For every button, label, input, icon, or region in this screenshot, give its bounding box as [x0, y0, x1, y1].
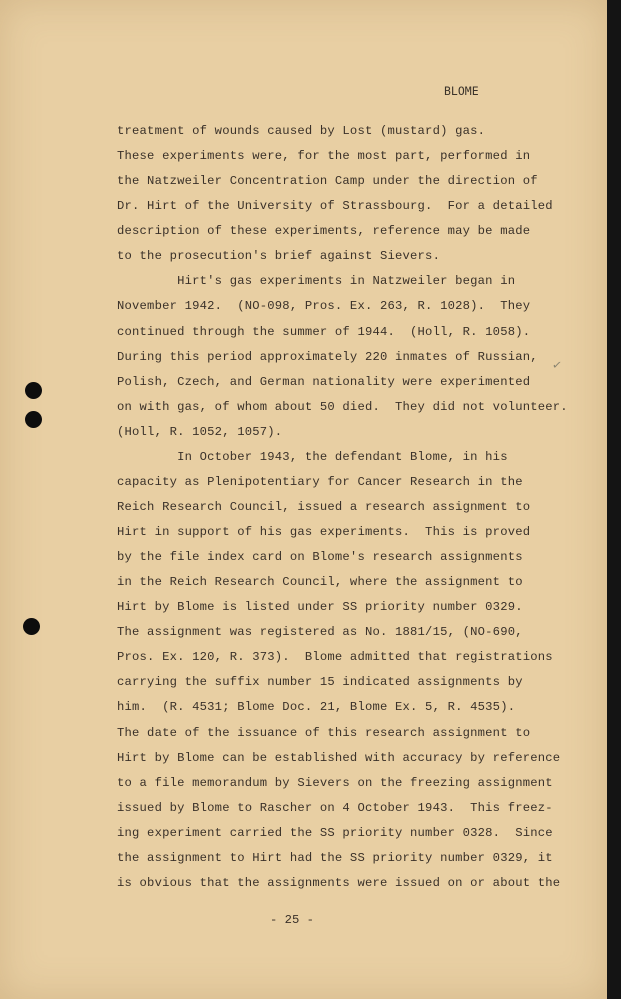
punch-hole: [25, 382, 42, 399]
text-line: These experiments were, for the most part, performed in: [117, 149, 531, 164]
text-line: is obvious that the assignments were issued on or about the: [117, 875, 561, 890]
text-line: treatment of wounds caused by Lost (mustard) gas.: [117, 124, 486, 138]
text-line: ing experiment carried the SS priority number 0328. Since: [117, 825, 553, 840]
text-line: Hirt's gas experiments in Natzweiler began in: [117, 274, 516, 289]
text-line: Hirt by Blome can be established with accuracy by reference: [117, 750, 561, 765]
body-text: [117, 119, 597, 896]
text-line: the assignment to Hirt had the SS priority number 0329, it: [117, 850, 553, 865]
text-line: Pros. Ex. 120, R. 373). Blome admitted that registrations: [117, 650, 553, 665]
text-line: November 1942. (NO-098, Pros. Ex. 263, R. 1028). They: [117, 299, 531, 314]
scan-border: [607, 0, 621, 999]
punch-hole: [25, 411, 42, 428]
text-line: (Holl, R. 1052, 1057).: [117, 424, 283, 439]
punch-hole: [23, 618, 40, 635]
text-line: to a file memorandum by Sievers on the freezing assignment: [117, 775, 553, 790]
margin-check-mark: ✓: [551, 357, 563, 373]
text-line: to the prosecution's brief against Sievers.: [117, 249, 441, 264]
text-line: Reich Research Council, issued a research assignment to: [117, 499, 531, 514]
text-line: description of these experiments, reference may be made: [117, 224, 531, 239]
text-line: During this period approximately 220 inmates of Russian,: [117, 349, 538, 364]
text-line: The assignment was registered as No. 1881/15, (NO-690,: [117, 625, 523, 640]
text-line: issued by Blome to Rascher on 4 October 1943. This freez-: [117, 800, 553, 815]
page-number: - 25 -: [270, 913, 314, 927]
text-line: Polish, Czech, and German nationality were experimented: [117, 374, 531, 389]
text-line: by the file index card on Blome's research assignments: [117, 550, 523, 565]
text-line: carrying the suffix number 15 indicated assignments by: [117, 675, 523, 690]
text-line: in the Reich Research Council, where the assignment to: [117, 575, 523, 590]
text-line: capacity as Plenipotentiary for Cancer Research in the: [117, 474, 523, 489]
text-line: on with gas, of whom about 50 died. They did not volunteer.: [117, 399, 568, 414]
text-line: The date of the issuance of this research assignment to: [117, 725, 531, 740]
text-line: In October 1943, the defendant Blome, in his: [117, 449, 508, 464]
text-line: him. (R. 4531; Blome Doc. 21, Blome Ex. 5, R. 4535).: [117, 700, 516, 715]
running-head: BLOME: [444, 84, 479, 98]
text-line: Hirt by Blome is listed under SS priority number 0329.: [117, 600, 523, 615]
text-line: Hirt in support of his gas experiments. This is proved: [117, 525, 531, 539]
text-line: the Natzweiler Concentration Camp under the direction of: [117, 174, 538, 189]
text-line: continued through the summer of 1944. (Holl, R. 1058).: [117, 324, 531, 339]
text-line: Dr. Hirt of the University of Strassbourg. For a detailed: [117, 199, 553, 214]
